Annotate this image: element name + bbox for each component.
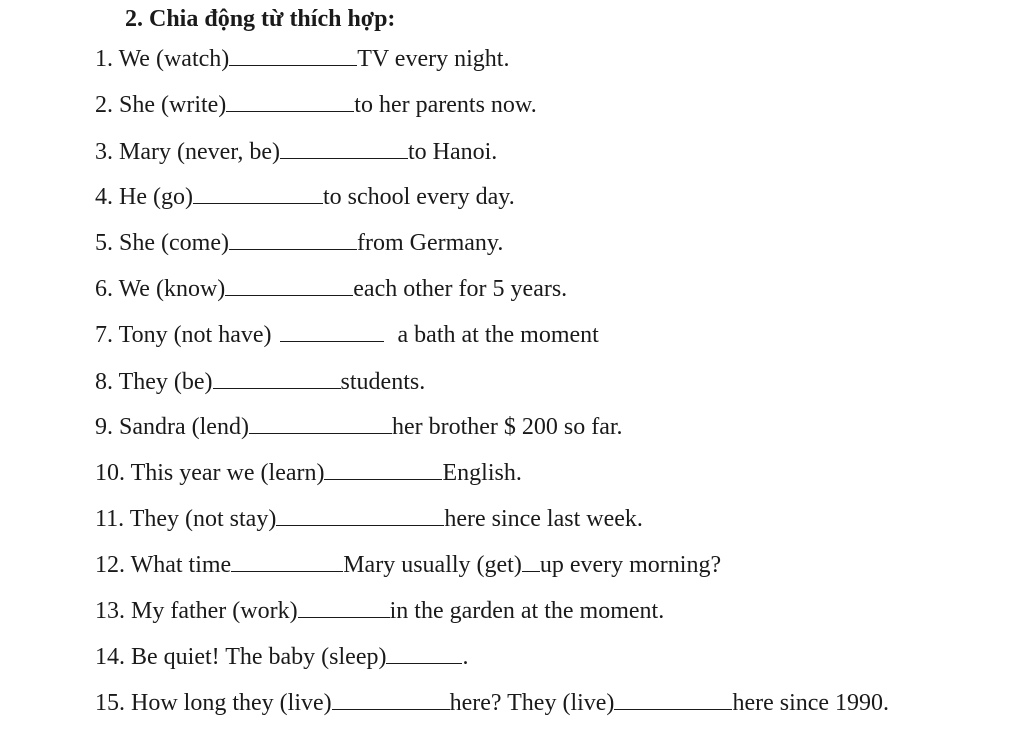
item-number: 3. [95, 139, 113, 165]
item-number: 11. [95, 506, 125, 532]
item-continuation: TV every night. [357, 46, 510, 72]
item-continuation: from Germany. [356, 230, 504, 256]
answer-blank[interactable] [280, 136, 408, 159]
item-prompt: Sandra (lend) [119, 414, 249, 440]
item-number: 8. [95, 369, 113, 395]
item-continuation: to her parents now. [354, 92, 537, 118]
answer-blank[interactable] [193, 181, 323, 204]
exercise-item [95, 319, 599, 349]
item-number: 1. [95, 46, 113, 72]
item-prompt: She (come) [119, 230, 229, 256]
item-number: 4. [95, 184, 113, 210]
exercise-item [95, 181, 515, 211]
item-continuation: each other for 5 years. [353, 276, 568, 302]
exercise-item [95, 549, 721, 579]
item-prompt: Be quiet! The baby (sleep) [131, 644, 387, 670]
exercise-item [95, 641, 468, 671]
item-continuation: students. [340, 369, 426, 395]
item-prompt: We (watch) [118, 46, 230, 72]
item-continuation: up every morning? [539, 552, 722, 578]
exercise-item [95, 43, 509, 73]
answer-blank[interactable] [249, 411, 392, 434]
item-prompt: How long they (live) [131, 690, 332, 716]
item-prompt: They (be) [118, 369, 213, 395]
item-number: 9. [95, 414, 113, 440]
item-number: 6. [95, 276, 113, 302]
answer-blank[interactable] [226, 89, 354, 112]
answer-blank[interactable] [386, 641, 462, 664]
exercise-item [95, 457, 522, 487]
exercise-item [95, 89, 537, 119]
answer-blank[interactable] [213, 366, 341, 389]
item-number: 5. [95, 230, 113, 256]
item-prompt: She (write) [119, 92, 227, 118]
answer-blank[interactable] [229, 43, 357, 66]
item-prompt: We (know) [118, 276, 226, 302]
answer-blank[interactable] [280, 319, 384, 342]
answer-blank[interactable] [298, 595, 390, 618]
answer-blank[interactable] [231, 549, 343, 572]
answer-blank[interactable] [324, 457, 442, 480]
item-prompt: Mary (never, be) [119, 139, 280, 165]
exercise-item [95, 227, 503, 257]
item-continuation: English. [442, 460, 522, 486]
exercise-heading: 2. Chia động từ thích hợp: [125, 6, 396, 32]
exercise-item [95, 503, 643, 533]
item-prompt: What time [130, 552, 232, 578]
answer-blank[interactable] [522, 549, 540, 572]
item-number: 13. [95, 598, 125, 624]
item-middle: here? They (live) [449, 690, 615, 716]
exercise-item [95, 273, 567, 303]
item-number: 10. [95, 460, 125, 486]
item-continuation: here since last week. [444, 506, 643, 532]
exercise-item [95, 136, 497, 166]
item-continuation: . [462, 644, 469, 670]
exercise-item [95, 595, 664, 625]
item-continuation: a bath at the moment [397, 322, 599, 348]
item-middle: Mary usually (get) [343, 552, 522, 578]
answer-blank[interactable] [614, 687, 732, 710]
exercise-item [95, 366, 425, 396]
answer-blank[interactable] [332, 687, 450, 710]
item-continuation: in the garden at the moment. [389, 598, 665, 624]
item-continuation: her brother $ 200 so far. [391, 414, 623, 440]
item-number: 2. [95, 92, 113, 118]
item-continuation: to Hanoi. [407, 139, 498, 165]
item-number: 12. [95, 552, 125, 578]
item-number: 7. [95, 322, 113, 348]
item-prompt: My father (work) [131, 598, 298, 624]
item-continuation: here since 1990. [732, 690, 890, 716]
answer-blank[interactable] [225, 273, 353, 296]
exercise-item [95, 411, 623, 441]
item-number: 14. [95, 644, 125, 670]
item-continuation: to school every day. [322, 184, 515, 210]
item-prompt: This year we (learn) [130, 460, 325, 486]
exercise-item [95, 687, 889, 717]
answer-blank[interactable] [229, 227, 357, 250]
item-number: 15. [95, 690, 125, 716]
item-prompt: They (not stay) [129, 506, 277, 532]
item-prompt: Tony (not have) [118, 322, 272, 348]
item-prompt: He (go) [119, 184, 193, 210]
answer-blank[interactable] [276, 503, 444, 526]
